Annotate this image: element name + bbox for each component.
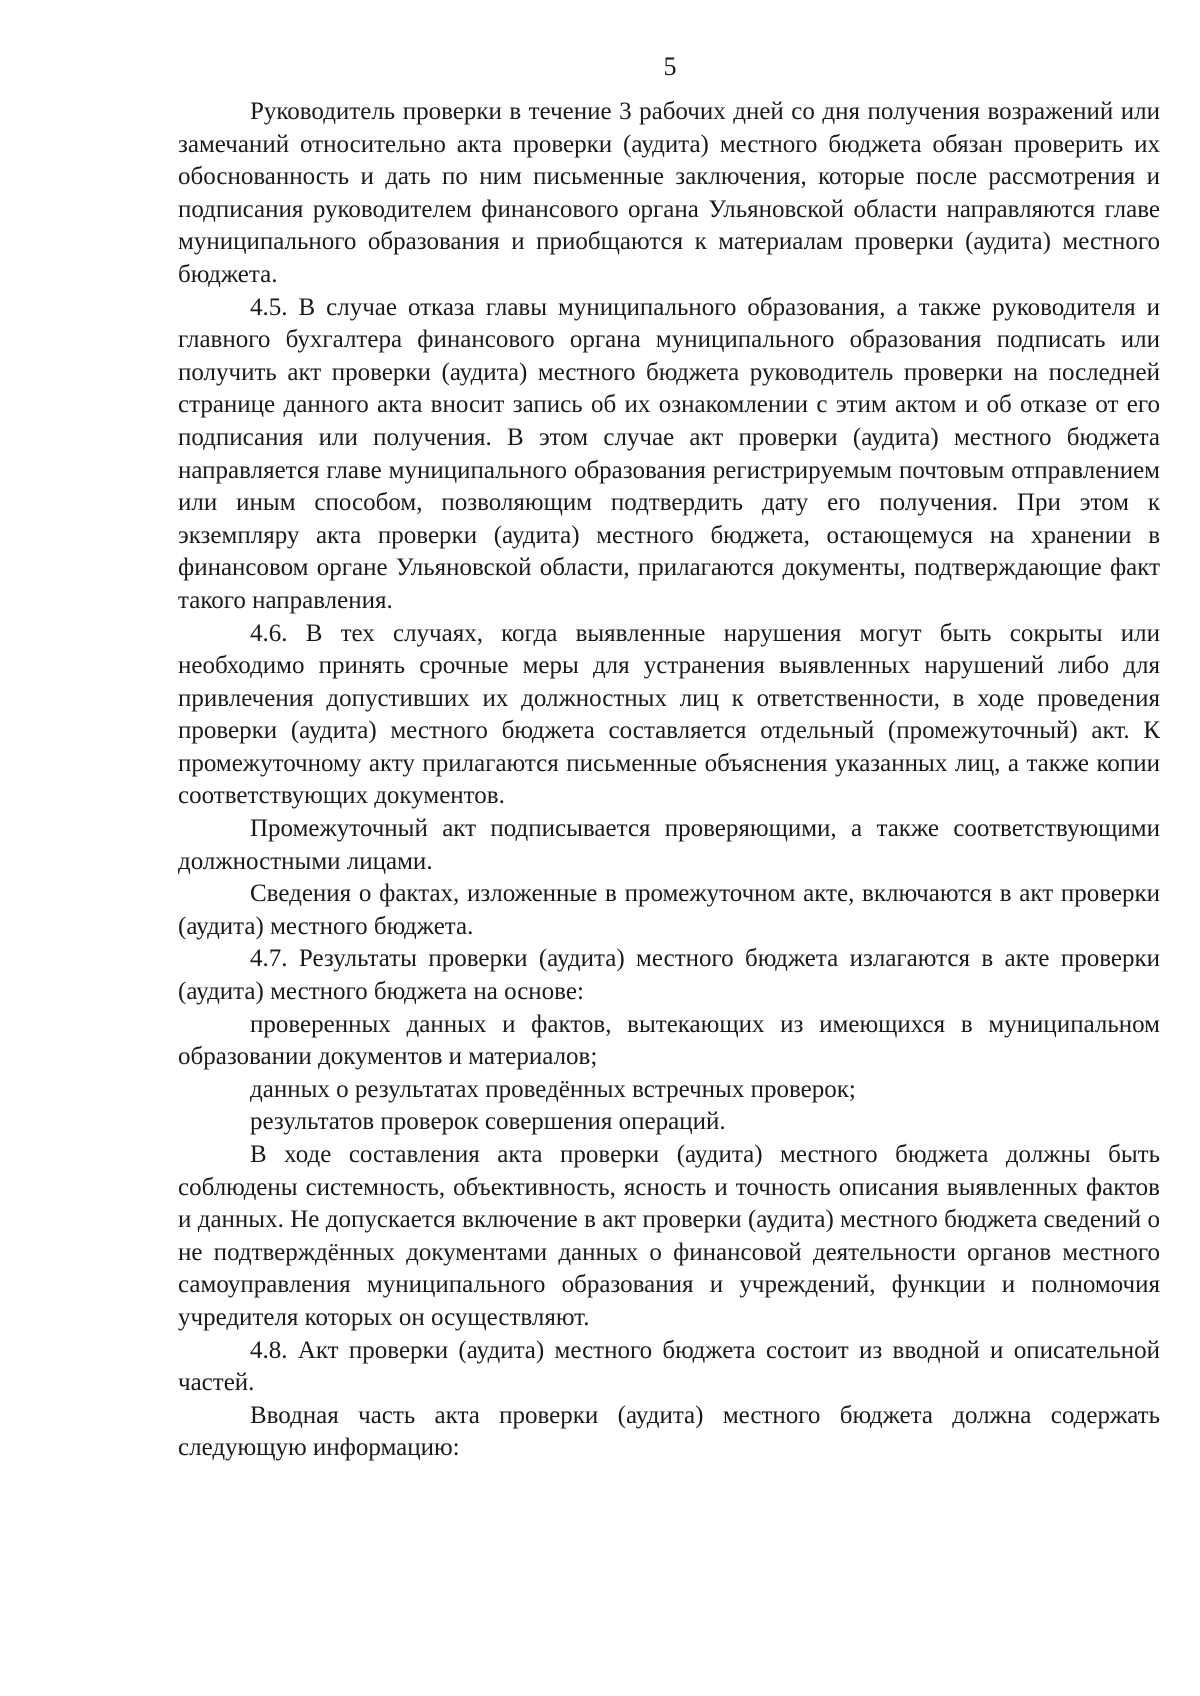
document-body bbox=[178, 96, 1160, 1465]
paragraph-4-7: 4.7. Результаты проверки (аудита) местного бюджета излагаются в акте проверки (аудита) местного бюджета на основе: bbox=[178, 945, 1160, 1006]
list-item-operations-checks: результатов проверок совершения операций. bbox=[250, 1108, 726, 1136]
paragraph-intermediate-act-facts: Сведения о фактах, изложенные в промежуточном акте, включаются в акт проверки (аудита) местного бюджета. bbox=[178, 880, 1160, 940]
paragraph-4-8: 4.8. Акт проверки (аудита) местного бюджета состоит из вводной и описательной частей. bbox=[178, 1336, 1160, 1397]
list-item-counter-checks: данных о результатах проведённых встречных проверок; bbox=[250, 1075, 856, 1103]
paragraph-4-6: 4.6. В тех случаях, когда выявленные нарушения могут быть сокрыты или необходимо принять срочные меры для устранения выявленных нарушений либо для привлечения допустивших их должностных лиц к ответственности, в ходе проведения проверки (аудита) местного бюджета составляется отдельный (промежуточный) акт. К промежуточному акту прилагаются письменные объяснения указанных лиц, а также копии соответствующих документов. bbox=[178, 619, 1160, 810]
paragraph-intermediate-act-signing: Промежуточный акт подписывается проверяющими, а также соответствующими должностными лицами. bbox=[178, 815, 1160, 875]
page-number: 5 bbox=[663, 52, 677, 81]
paragraph-4-5: 4.5. В случае отказа главы муниципального образования, а также руководителя и главного бухгалтера финансового органа муниципального образования подписать или получить акт проверки (аудита) местного бюджета руководитель проверки на последней странице данного акта вносит запись об их ознакомлении с этим актом и об отказе от его подписания или получения. В этом случае акт проверки (аудита) местного бюджета направляется главе муниципального образования регистрируемым почтовым отправлением или иным способом, позволяющим подтвердить дату его получения. При этом к экземпляру акта проверки (аудита) местного бюджета, остающемуся на хранении в финансовом органе Ульяновской области, прилагаются документы, подтверждающие факт такого направления. bbox=[178, 293, 1160, 614]
paragraph-act-drafting-rules: В ходе составления акта проверки (аудита) местного бюджета должны быть соблюдены системность, объективность, ясность и точность описания выявленных фактов и данных. Не допускается включение в акт проверки (аудита) местного бюджета сведений о не подтверждённых документами данных о финансовой деятельности органов местного самоуправления муниципального образования и учреждений, функции и полномочия учредителя которых он осуществляют. bbox=[178, 1141, 1160, 1331]
paragraph-introductory-part: Вводная часть акта проверки (аудита) местного бюджета должна содержать следующую информацию: bbox=[178, 1401, 1160, 1462]
paragraph-objections-review: Руководитель проверки в течение 3 рабочих дней со дня получения возражений или замечаний относительно акта проверки (аудита) местного бюджета обязан проверить их обоснованность и дать по ним письменные заключения, которые после рассмотрения и подписания руководителем финансового органа Ульяновской области направляются главе муниципального образования и приобщаются к материалам проверки (аудита) местного бюджета. bbox=[178, 98, 1160, 288]
list-item-verified-data: проверенных данных и фактов, вытекающих из имеющихся в муниципальном образовании документов и материалов; bbox=[178, 1010, 1160, 1071]
